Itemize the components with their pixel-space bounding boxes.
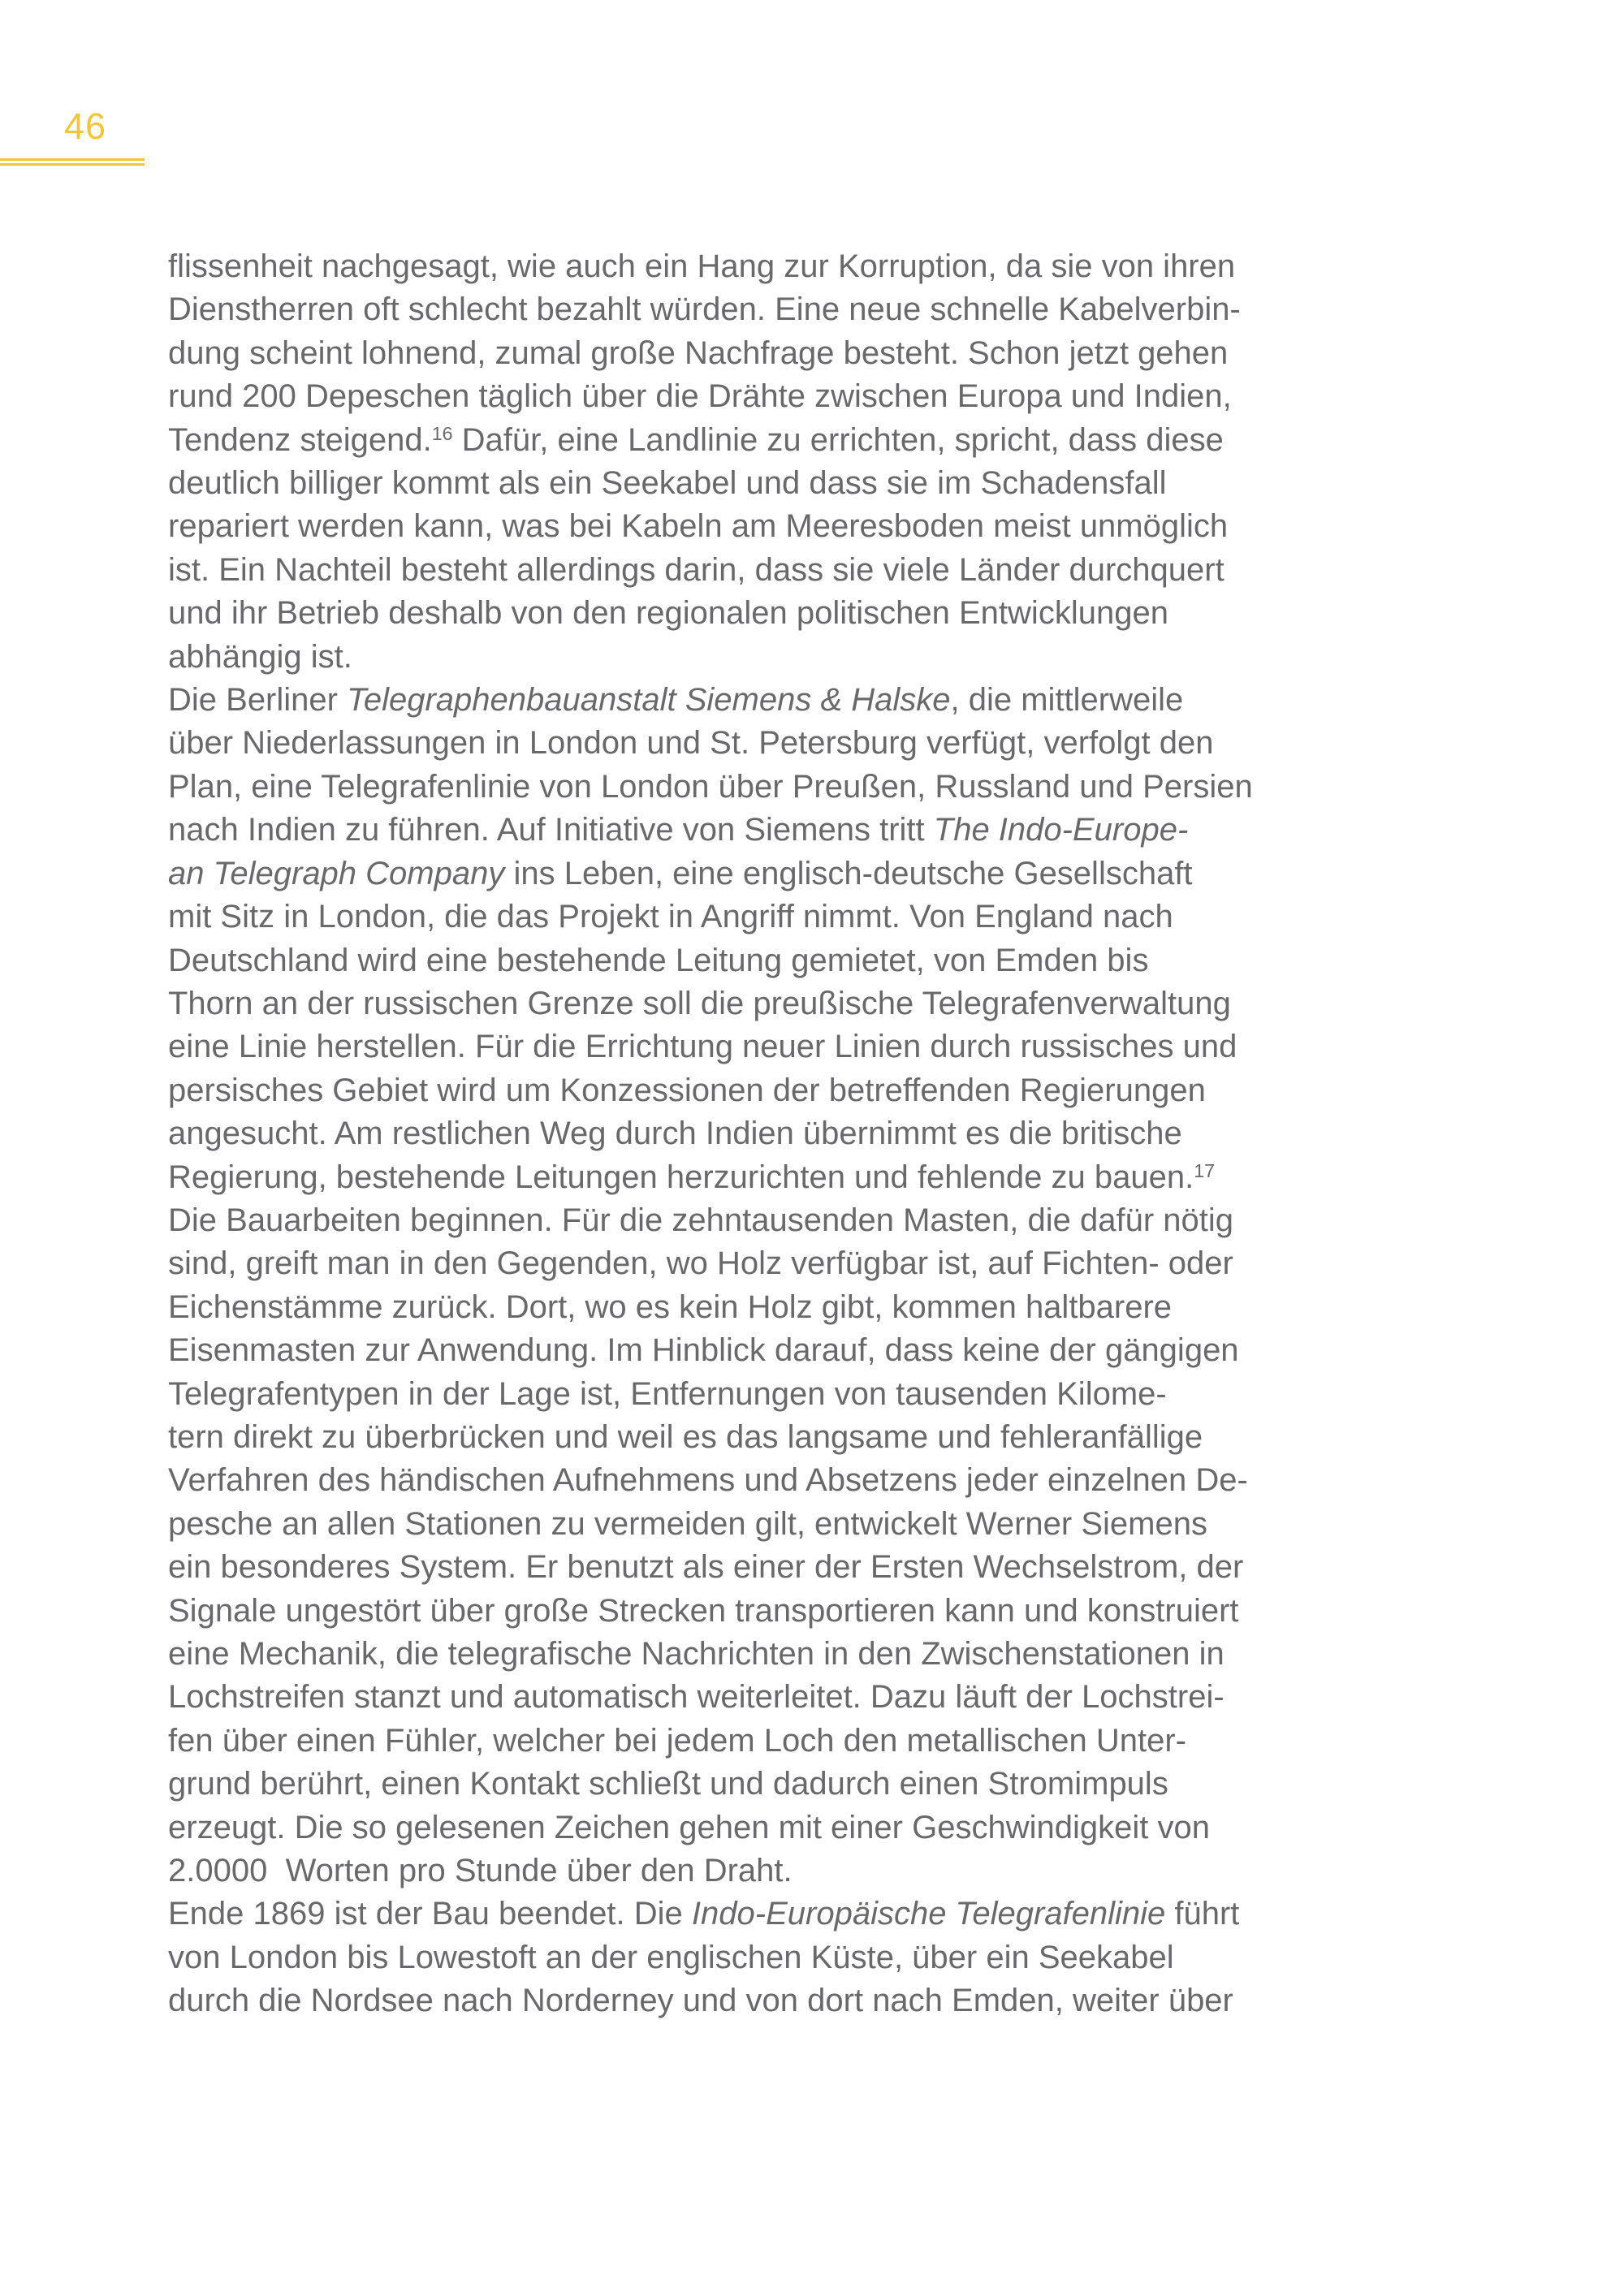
text-line [168,1156,1386,1199]
text-segment: The Indo-Europe- [933,812,1189,848]
text-line [168,1025,1386,1068]
text-line [168,1199,1386,1242]
text-segment: Telegraphenbauanstalt Siemens & Halske [347,682,951,719]
text-line [168,375,1386,418]
text-segment: über Niederlassungen in London und St. Petersburg verfügt, verfolgt den [168,725,1214,762]
text-segment: 2.0000 Worten pro Stunde über den Draht. [168,1853,793,1889]
text-segment: Die Berliner [168,682,348,719]
text-line [168,809,1386,852]
text-line [168,1979,1386,2022]
text-line [168,1763,1386,1806]
text-segment: Regierung, bestehende Leitungen herzurichten und fehlende zu bauen. [168,1159,1194,1195]
text-line [168,1546,1386,1589]
text-segment: pesche an allen Stationen zu vermeiden gilt, entwickelt Werner Siemens [168,1505,1207,1542]
text-segment: fen über einen Fühler, welcher bei jedem Loch den metallischen Unter- [168,1722,1187,1759]
text-segment: nach Indien zu führen. Auf Initiative von Siemens tritt [168,812,934,848]
text-line [168,1590,1386,1633]
text-line [168,852,1386,896]
text-line [168,722,1386,765]
text-line [168,1806,1386,1850]
text-line [168,462,1386,505]
text-segment: sind, greift man in den Gegenden, wo Holz verfügbar ist, auf Fichten- oder [168,1245,1233,1282]
text-segment: Thorn an der russischen Grenze soll die preußische Telegrafenverwaltung [168,985,1231,1021]
text-segment: persisches Gebiet wird um Konzessionen der betreffenden Regierungen [168,1072,1206,1108]
text-segment: Plan, eine Telegrafenlinie von London über Preußen, Russland und Persien [168,768,1253,805]
text-segment: grund berührt, einen Kontakt schließt und dadurch einen Stromimpuls [168,1766,1168,1802]
text-line [168,766,1386,809]
footnote-reference: 17 [1194,1159,1215,1181]
text-line [168,1286,1386,1329]
text-segment: deutlich billiger kommt als ein Seekabel und dass sie im Schadensfall [168,465,1167,502]
text-line [168,1242,1386,1285]
footnote-reference: 16 [431,422,453,444]
text-segment: dung scheint lohnend, zumal große Nachfrage besteht. Schon jetzt gehen [168,335,1229,371]
text-segment: Indo-Europäische Telegrafenlinie [691,1896,1166,1932]
text-segment: erzeugt. Die so gelesenen Zeichen gehen mit einer Geschwindigkeit von [168,1809,1210,1845]
text-line [168,1329,1386,1372]
text-segment: tern direkt zu überbrücken und weil es das langsame und fehleranfällige [168,1418,1203,1455]
text-segment: Die Bauarbeiten beginnen. Für die zehntausenden Masten, die dafür nötig [168,1202,1234,1238]
text-segment: an Telegraph Company [168,855,505,891]
text-line [168,1633,1386,1676]
text-segment: repariert werden kann, was bei Kabeln am Meeresboden meist unmöglich [168,508,1229,545]
text-segment: von London bis Lowestoft an der englischen Küste, über ein Seekabel [168,1939,1174,1975]
text-line [168,1936,1386,1979]
body-text [168,245,1386,2023]
text-segment: Lochstreifen stanzt und automatisch weiterleitet. Dazu läuft der Lochstrei- [168,1679,1224,1716]
text-line [168,1720,1386,1763]
text-segment: führt [1165,1896,1240,1932]
text-segment: Verfahren des händischen Aufnehmens und Absetzens jeder einzelnen De- [168,1462,1248,1499]
text-segment: und ihr Betrieb deshalb von den regionalen politischen Entwicklungen [168,595,1168,632]
text-segment: eine Mechanik, die telegrafische Nachrichten in den Zwischenstationen in [168,1636,1224,1672]
text-segment: Eichenstämme zurück. Dort, wo es kein Holz gibt, kommen haltbarere [168,1288,1173,1325]
text-line [168,505,1386,548]
text-segment: Dafür, eine Landlinie zu errichten, spricht, dass diese [452,421,1224,458]
text-line [168,419,1386,462]
text-segment: rund 200 Depeschen täglich über die Drähte zwischen Europa und Indien, [168,378,1232,415]
page-number-rule [0,158,145,166]
text-line [168,939,1386,982]
text-segment: Deutschland wird eine bestehende Leitung gemietet, von Emden bis [168,942,1149,978]
text-segment: ein besonderes System. Er benutzt als einer der Ersten Wechselstrom, der [168,1549,1244,1586]
text-line [168,1676,1386,1719]
text-line [168,1503,1386,1546]
text-segment: ins Leben, eine englisch-deutsche Gesellschaft [504,855,1193,891]
text-segment: durch die Nordsee nach Norderney und von dort nach Emden, weiter über [168,1983,1233,2019]
text-line [168,288,1386,331]
text-line [168,332,1386,375]
page-number: 46 [64,106,107,147]
text-line [168,1416,1386,1459]
text-line [168,245,1386,288]
text-line [168,1893,1386,1936]
text-line [168,1069,1386,1112]
text-line [168,982,1386,1025]
text-segment: Telegrafentypen in der Lage ist, Entfernungen von tausenden Kilome- [168,1375,1167,1412]
text-segment: angesucht. Am restlichen Weg durch Indien übernimmt es die britische [168,1116,1182,1152]
text-segment: Signale ungestört über große Strecken transportieren kann und konstruiert [168,1592,1239,1629]
text-segment: Ende 1869 ist der Bau beendet. Die [168,1896,692,1932]
text-line [168,549,1386,592]
text-line [168,636,1386,679]
text-segment: Tendenz steigend. [168,421,432,458]
text-segment: Dienstherren oft schlecht bezahlt würden. Eine neue schnelle Kabelverbin- [168,291,1241,328]
text-segment: flissenheit nachgesagt, wie auch ein Hang zur Korruption, da sie von ihren [168,248,1236,284]
text-segment: eine Linie herstellen. Für die Errichtung neuer Linien durch russisches und [168,1029,1237,1065]
text-segment: ist. Ein Nachteil besteht allerdings darin, dass sie viele Länder durchquert [168,551,1224,588]
text-segment: abhängig ist. [168,638,352,675]
text-line [168,1459,1386,1502]
text-line [168,1850,1386,1893]
text-segment: , die mittlerweile [950,682,1184,719]
text-segment: mit Sitz in London, die das Projekt in Angriff nimmt. Von England nach [168,899,1173,935]
text-line [168,896,1386,939]
text-segment: Eisenmasten zur Anwendung. Im Hinblick darauf, dass keine der gängigen [168,1332,1239,1369]
text-line [168,1112,1386,1155]
text-line [168,1373,1386,1416]
text-line [168,679,1386,722]
text-line [168,592,1386,635]
